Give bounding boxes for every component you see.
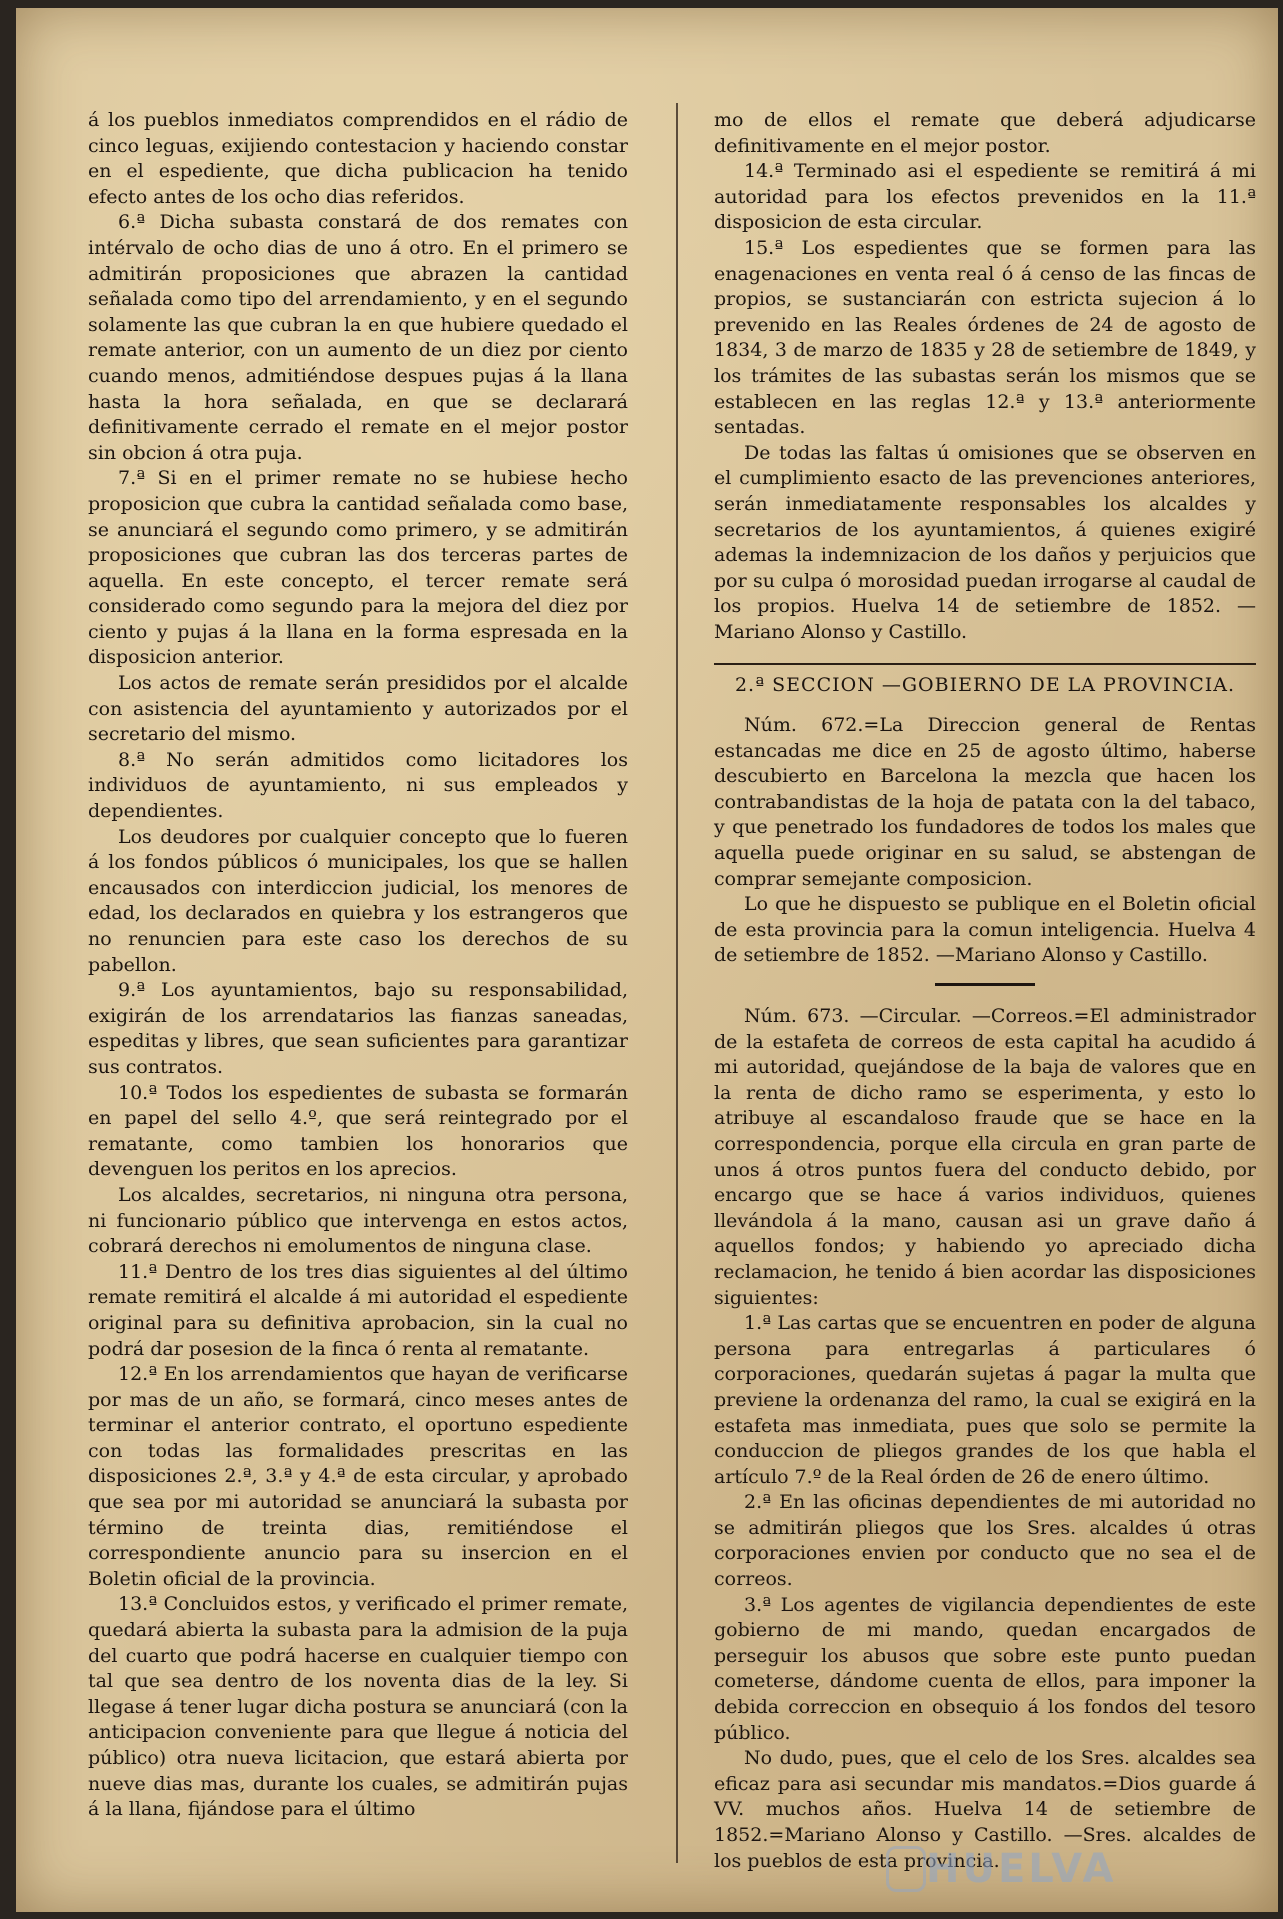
- paragraph: 12.ª En los arrendamientos que hayan de verificarse por mas de un año, se formará, cinco meses antes de terminar el anterior contrato, el oportuno espediente con todas las formalidades prescritas en las disposiciones 2.ª, 3.ª y 4.ª de esta circular, y aprobado que sea por mi autoridad se anunciará la subasta por término de treinta dias, remitiéndose el correspondiente anuncio para su insercion en el Boletin oficial de la provincia.: [88, 1363, 628, 1590]
- paragraph: 11.ª Dentro de los tres dias siguientes al del último remate remitirá el alcalde á mi autoridad el espediente original para su definitiva aprobacion, sin la cual no podrá dar posesion de la finca ó renta al rematante.: [88, 1260, 628, 1360]
- paragraph: 1.ª Las cartas que se encuentren en poder de alguna persona para entregarlas á particulares ó corporaciones, quedarán sujetas á pagar la multa que previene la ordenanza del ramo, la cual se exigirá en la estafeta mas inmediata, pues que solo se permite la conduccion de pliegos grandes de los que habla el artículo 7.º de la Real órden de 26 de enero último.: [714, 1312, 1256, 1488]
- left-column: [88, 108, 628, 1823]
- watermark-seal-icon: [886, 1846, 926, 1892]
- column-divider: [676, 103, 678, 1863]
- watermark: HUELVA: [926, 1846, 1117, 1892]
- paragraph: 6.ª Dicha subasta constará de dos remates con intérvalo de ocho dias de uno á otro. En el primero se admitirán proposiciones que abrazen la cantidad señalada como tipo del arrendamiento, y en el segundo solamente las que cubran la en que hubiere quedado el remate anterior, con un aumento de un diez por ciento cuando menos, admitiéndose despues pujas á la llana hasta la hora señalada, en que se declarará definitivamente cerrado el remate en el mejor postor sin obcion á otra puja.: [88, 211, 628, 464]
- paragraph: 9.ª Los ayuntamientos, bajo su responsabilidad, exigirán de los arrendatarios las fianzas saneadas, espeditas y libres, que sean suficientes para garantizar sus contratos.: [88, 979, 628, 1078]
- paragraph: 2.ª En las oficinas dependientes de mi autoridad no se admitirán pliegos que los Sres. alcaldes ú otras corporaciones envien por conducto que no sea el de correos.: [714, 1491, 1256, 1591]
- paragraph: á los pueblos inmediatos comprendidos en el rádio de cinco leguas, exijiendo contestacion y haciendo constar en el espediente, que dicha publicacion ha tenido efecto antes de los ocho dias referidos.: [88, 109, 628, 208]
- right-column: [714, 108, 1256, 1874]
- section-heading: 2.ª SECCION —GOBIERNO DE LA PROVINCIA.: [714, 663, 1256, 699]
- paragraph: Núm. 672.=La Direccion general de Rentas estancadas me dice en 25 de agosto último, haberse descubierto en Barcelona la mezcla que hacen los contrabandistas de la hoja de patata con la del tabaco, y que penetrado los fundadores de todos los males que aquella puede originar en su salud, se abstengan de comprar semejante composicion.: [714, 714, 1256, 890]
- paragraph: 7.ª Si en el primer remate no se hubiese hecho proposicion que cubra la cantidad señalada como base, se anunciará el segundo como primero, y se admitirán proposiciones que cubran las dos terceras partes de aquella. En este concepto, el tercer remate será considerado como segundo para la mejora del diez por ciento y pujas á la llana en la forma espresada en la disposicion anterior.: [88, 467, 628, 669]
- paragraph: No dudo, pues, que el celo de los Sres. alcaldes sea eficaz para asi secundar mis mandatos.=Dios guarde á VV. muchos años. Huelva 14 de setiembre de 1852.=Mariano Alonso y Castillo. —Sres. alcaldes de los pueblos de esta provincia.: [714, 1747, 1256, 1872]
- paragraph: De todas las faltas ú omisiones que se observen en el cumplimiento esacto de las prevenciones anteriores, serán inmediatamente responsables los alcaldes y secretarios de los ayuntamientos, á quienes exigiré ademas la indemnizacion de los daños y perjuicios que por su culpa ó morosidad puedan irrogarse al caudal de los propios. Huelva 14 de setiembre de 1852. —Mariano Alonso y Castillo.: [714, 441, 1256, 643]
- paragraph: Núm. 673. —Circular. —Correos.=El administrador de la estafeta de correos de esta capital ha acudido á mi autoridad, quejándose de la baja de valores que en la renta de dicho ramo se esperimenta, y esto lo atribuye al escandaloso fraude que se hace en la correspondencia, porque ella circula en gran parte de unos á otros puntos fuera del conducto debido, por encargo que se hace á varios individuos, quienes llevándola á la mano, causan asi un grave daño á aquellos fondos; y habiendo yo apreciado dicha reclamacion, he tenido á bien acordar las disposiciones siguientes:: [714, 1005, 1256, 1309]
- paragraph: 10.ª Todos los espedientes de subasta se formarán en papel del sello 4.º, que será reintegrado por el rematante, como tambien los honorarios que devenguen los peritos en los aprecios.: [88, 1081, 628, 1181]
- paragraph: 15.ª Los espedientes que se formen para las enagenaciones en venta real ó á censo de las fincas de propios, se sustanciarán con estricta sujecion á lo prevenido en las Reales órdenes de 24 de agosto de 1834, 3 de marzo de 1835 y 28 de setiembre de 1849, y los trámites de las subastas serán los mismos que se establecen en las reglas 12.ª y 13.ª anteriormente sentadas.: [714, 236, 1256, 439]
- paragraph: 3.ª Los agentes de vigilancia dependientes de este gobierno de mi mando, quedan encargados de perseguir los abusos que sobre este punto puedan cometerse, dándome cuenta de ellos, para imponer la debida correccion en obsequio á los fondos del tesoro público.: [714, 1593, 1256, 1744]
- separator-rule: [935, 983, 1035, 986]
- paragraph: 14.ª Terminado asi el espediente se remitirá á mi autoridad para los efectos prevenidos en la 11.ª disposicion de esta circular.: [714, 160, 1256, 234]
- paragraph: 8.ª No serán admitidos como licitadores los individuos de ayuntamiento, ni sus empleados y dependientes.: [88, 748, 628, 823]
- paragraph: Los alcaldes, secretarios, ni ninguna otra persona, ni funcionario público que intervenga en estos actos, cobrará derechos ni emolumentos de ninguna clase.: [88, 1183, 628, 1258]
- paragraph: mo de ellos el remate que deberá adjudicarse definitivamente en el mejor postor.: [714, 109, 1256, 157]
- paragraph: 13.ª Concluidos estos, y verificado el primer remate, quedará abierta la subasta para la admision de la puja del cuarto que podrá hacerse en cualquier tiempo con tal que sea dentro de los noventa dias de la ley. Si llegase á tener lugar dicha postura se anunciará (con la anticipacion conveniente para que llegue á noticia del público) otra nueva licitacion, que estará abierta por nueve dias mas, durante los cuales, se admitirán pujas á la llana, fijándose para el último: [88, 1593, 628, 1821]
- newspaper-page: [16, 8, 1278, 1912]
- paragraph: Lo que he dispuesto se publique en el Boletin oficial de esta provincia para la comun inteligencia. Huelva 4 de setiembre de 1852. —Mariano Alonso y Castillo.: [714, 893, 1256, 967]
- paragraph: Los deudores por cualquier concepto que lo fueren á los fondos públicos ó municipales, los que se hallen encausados con interdiccion judicial, los menores de edad, los declarados en quiebra y los estrangeros que no renuncien para este caso los derechos de su pabellon.: [88, 825, 628, 976]
- paragraph: Los actos de remate serán presididos por el alcalde con asistencia del ayuntamiento y autorizados por el secretario del mismo.: [88, 672, 628, 746]
